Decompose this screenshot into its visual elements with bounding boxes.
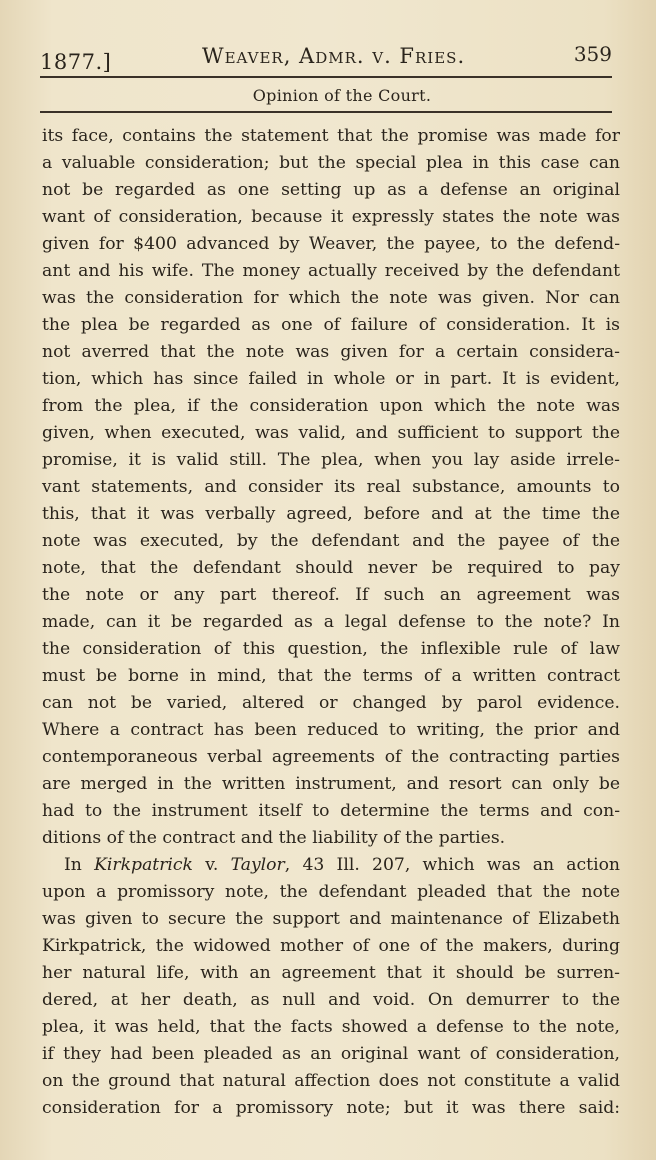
subheading-text: Opinion of the Court.: [252, 86, 432, 105]
case-title: Weaver, Admr. v. Fries.: [202, 44, 466, 68]
text-line: the consideration of this question, the inflexible rule of law: [42, 639, 620, 659]
text-line: tion, which has since failed in whole or in part. It is evident,: [42, 369, 620, 389]
text-line: was given to secure the support and maintenance of Elizabeth: [42, 909, 620, 929]
text-line: contemporaneous verbal agreements of the contracting parties: [42, 747, 620, 767]
text-line: from the plea, if the consideration upon which the note was: [42, 396, 620, 416]
text-line: Kirkpatrick, the widowed mother of one of the makers, during: [42, 936, 620, 956]
text-line: can not be varied, altered or changed by parol evidence.: [42, 693, 620, 713]
text-line: are merged in the written instrument, and resort can only be: [42, 774, 620, 794]
text-line: want of consideration, because it expressly states the note was: [42, 207, 620, 227]
text-line: the note or any part thereof. If such an agreement was: [42, 585, 620, 605]
text-line: given for $400 advanced by Weaver, the payee, to the defend-: [42, 234, 620, 254]
text-line: promise, it is valid still. The plea, when you lay aside irrele-: [42, 450, 620, 470]
running-head: [40, 42, 616, 76]
page-number: 359: [573, 42, 612, 66]
case-name-taylor: Taylor: [230, 855, 285, 875]
text-line: her natural life, with an agreement that it should be surren-: [42, 963, 620, 983]
text-line: ditions of the contract and the liability of the parties.: [42, 828, 506, 848]
text-line: Where a contract has been reduced to writing, the prior and: [42, 720, 620, 740]
text-line: given, when executed, was valid, and sufficient to support the: [42, 423, 620, 443]
text-line: this, that it was verbally agreed, before and at the time the: [42, 504, 620, 524]
text-line: on the ground that natural affection does not constitute a valid: [42, 1071, 620, 1091]
case-connector: v.: [192, 855, 231, 875]
text-line: not be regarded as one setting up as a defense an original: [42, 180, 620, 200]
text-line: if they had been pleaded as an original want of consideration,: [42, 1044, 620, 1064]
text-line: must be borne in mind, that the terms of a written contract: [42, 666, 620, 686]
header-rule-top: [40, 76, 612, 78]
section-subheading: [0, 86, 656, 105]
year-label: 1877.]: [40, 50, 112, 74]
text-line: ant and his wife. The money actually received by the defendant: [42, 261, 620, 281]
text-line: the plea be regarded as one of failure of consideration. It is: [42, 315, 620, 335]
text-line: plea, it was held, that the facts showed a defense to the note,: [42, 1017, 620, 1037]
text-line: vant statements, and consider its real substance, amounts to: [42, 477, 620, 497]
text-line: consideration for a promissory note; but it was there said:: [42, 1098, 620, 1118]
text-line: note was executed, by the defendant and the payee of the: [42, 531, 620, 551]
header-rule-bottom: [40, 111, 612, 113]
case-name-kirkpatrick: Kirkpatrick: [94, 855, 193, 875]
text-line: was the consideration for which the note was given. Nor can: [42, 288, 620, 308]
text-line: dered, at her death, as null and void. On demurrer to the: [42, 990, 620, 1010]
text-line: had to the instrument itself to determine the terms and con-: [42, 801, 620, 821]
opinion-text: [42, 123, 620, 1122]
text-line: its face, contains the statement that the promise was made for: [42, 126, 620, 146]
text-line: a valuable consideration; but the special plea in this case can: [42, 153, 620, 173]
text-line: made, can it be regarded as a legal defense to the note? In: [42, 612, 620, 632]
text-line: not averred that the note was given for a certain considera-: [42, 342, 620, 362]
citation-rest: , 43 Ill. 207, which was an action: [284, 855, 620, 875]
text-line: note, that the defendant should never be required to pay: [42, 558, 620, 578]
text-line: upon a promissory note, the defendant pleaded that the note: [42, 882, 620, 902]
paragraph-opening-line: [42, 852, 620, 879]
para-lead: In: [64, 855, 95, 875]
